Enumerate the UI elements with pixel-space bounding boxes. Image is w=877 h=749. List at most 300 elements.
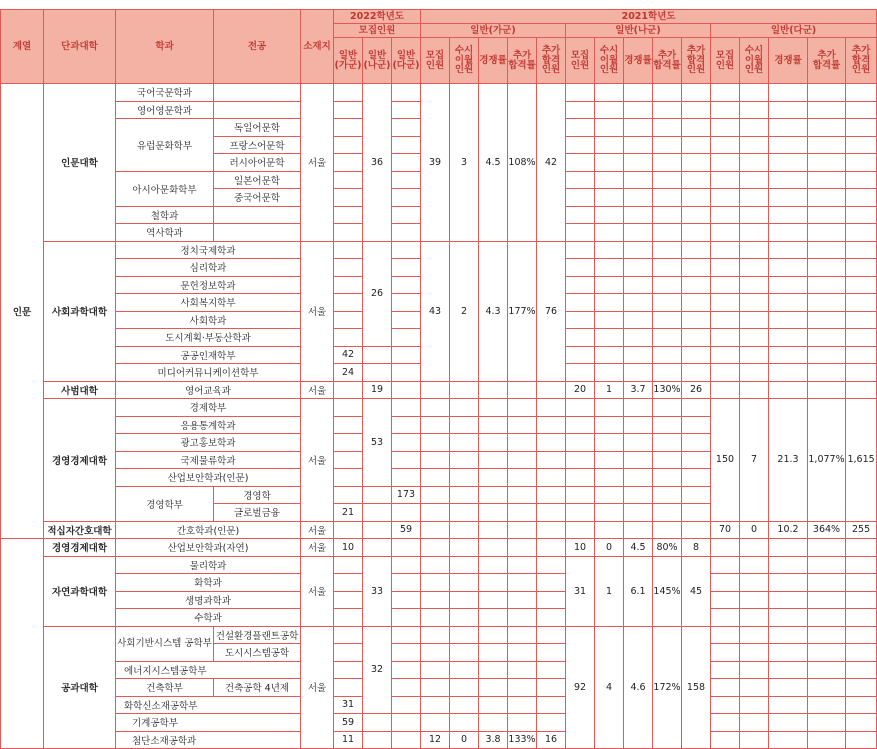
cell <box>595 434 624 452</box>
business-da: 173 <box>392 486 421 504</box>
cell <box>808 329 846 347</box>
cell <box>808 696 846 714</box>
cell-ga <box>334 381 363 399</box>
cell <box>624 486 653 504</box>
cell-da <box>392 644 421 662</box>
cell-da <box>392 206 421 224</box>
cell <box>740 276 769 294</box>
cell <box>711 294 740 312</box>
cell <box>682 101 711 119</box>
cell <box>769 206 808 224</box>
secnat-na21-add-count: 8 <box>682 539 711 557</box>
cell <box>566 451 595 469</box>
cell <box>846 294 877 312</box>
cell <box>595 346 624 364</box>
cell <box>740 136 769 154</box>
cell <box>682 504 711 522</box>
dept-engedu: 영어교육과 <box>116 381 301 399</box>
dept-adv: 광고홍보학과 <box>116 434 301 452</box>
header-da-competition: 경쟁률 <box>769 38 808 84</box>
cell <box>508 451 537 469</box>
cell <box>682 346 711 364</box>
cell-ga <box>334 521 363 539</box>
cell <box>595 364 624 382</box>
college-eng: 공과대학 <box>44 626 116 749</box>
cell <box>537 679 566 697</box>
engedu-na21-transfer: 1 <box>595 381 624 399</box>
cell <box>808 119 846 137</box>
cell <box>479 504 508 522</box>
cell <box>769 556 808 574</box>
dept-infra: 사회기반시스템 공학부 <box>116 626 214 661</box>
header-year-2021: 2021학년도 <box>421 10 877 24</box>
cell <box>537 609 566 627</box>
cell <box>566 329 595 347</box>
cell <box>537 661 566 679</box>
cell <box>846 644 877 662</box>
major-urbansys: 도시시스템공학 <box>214 644 301 662</box>
cell <box>808 626 846 644</box>
cell <box>653 521 682 539</box>
cell <box>682 154 711 172</box>
college-biz: 경영경제대학 <box>44 399 116 522</box>
cell <box>508 434 537 452</box>
cell-da <box>392 714 421 732</box>
cell-ga <box>334 469 363 487</box>
cell <box>537 504 566 522</box>
college-edu: 사범대학 <box>44 381 116 399</box>
cell <box>479 609 508 627</box>
cell <box>450 644 479 662</box>
header-ga-add-count: 추가 합격 인원 <box>537 38 566 84</box>
cell-na <box>363 486 392 504</box>
eng-na: 32 <box>363 626 392 714</box>
cell <box>566 434 595 452</box>
cell <box>624 101 653 119</box>
cell <box>653 311 682 329</box>
cell <box>740 259 769 277</box>
eng-na21-recruit: 92 <box>566 626 595 749</box>
header-ga-add-rate: 추가 합격률 <box>508 38 537 84</box>
nursing-da21-transfer: 0 <box>740 521 769 539</box>
cell <box>846 539 877 557</box>
inmun-ga-add-rate: 108% <box>508 84 537 242</box>
cell <box>808 661 846 679</box>
cell <box>740 171 769 189</box>
cell <box>421 609 450 627</box>
inmun-ga-competition: 4.5 <box>479 84 508 242</box>
cell <box>595 241 624 259</box>
cell <box>846 346 877 364</box>
cell <box>479 469 508 487</box>
nursing-da: 59 <box>392 521 421 539</box>
cell <box>682 136 711 154</box>
cell <box>711 696 740 714</box>
biz-da21-add-count: 1,615 <box>846 399 877 522</box>
cell <box>537 521 566 539</box>
cell <box>769 276 808 294</box>
cell-da <box>392 224 421 242</box>
cell <box>624 84 653 102</box>
cell <box>808 574 846 592</box>
inmun-ga-transfer: 3 <box>450 84 479 242</box>
cell <box>808 294 846 312</box>
cell <box>566 189 595 207</box>
finance-ga: 21 <box>334 504 363 522</box>
dept-logistics: 국제물류학과 <box>116 451 301 469</box>
cell <box>421 539 450 557</box>
cell <box>595 469 624 487</box>
cell <box>450 399 479 417</box>
dept-asia: 아시아문화학부 <box>116 171 214 206</box>
cell <box>566 504 595 522</box>
social-na: 26 <box>363 241 392 346</box>
cell <box>740 189 769 207</box>
cell <box>808 381 846 399</box>
cell <box>566 241 595 259</box>
dept-psych: 심리학과 <box>116 259 301 277</box>
cell <box>769 364 808 382</box>
cell-ga <box>334 556 363 574</box>
cell <box>566 364 595 382</box>
cell <box>537 574 566 592</box>
cell <box>421 591 450 609</box>
engedu-na: 19 <box>363 381 392 399</box>
cell <box>421 696 450 714</box>
cell <box>595 521 624 539</box>
cell-da <box>392 609 421 627</box>
top-margin <box>0 0 869 9</box>
cell <box>479 539 508 557</box>
cell <box>653 346 682 364</box>
dept-urban: 도시계획·부동산학과 <box>116 329 301 347</box>
cell-da <box>392 171 421 189</box>
cell <box>624 136 653 154</box>
advmat-ga21-add-count: 16 <box>537 731 566 749</box>
cell <box>653 259 682 277</box>
cell <box>508 399 537 417</box>
cell-da <box>392 556 421 574</box>
cell-ga <box>334 416 363 434</box>
cell <box>808 84 846 102</box>
cell <box>653 241 682 259</box>
cell <box>566 206 595 224</box>
cell <box>595 486 624 504</box>
cell <box>740 311 769 329</box>
cell <box>846 136 877 154</box>
header-na-add-count: 추가 합격 인원 <box>682 38 711 84</box>
biz-da21-competition: 21.3 <box>769 399 808 522</box>
cell <box>740 84 769 102</box>
cell-na <box>363 364 392 382</box>
cell <box>508 521 537 539</box>
cell-ga <box>334 311 363 329</box>
cell-na <box>363 521 392 539</box>
cell <box>479 521 508 539</box>
cell-da <box>392 731 421 749</box>
cell-ga <box>334 136 363 154</box>
cell-da <box>392 154 421 172</box>
cell <box>624 469 653 487</box>
header-sub-na: 일반 (나군) <box>363 38 392 84</box>
cell <box>421 434 450 452</box>
cell-ga <box>334 259 363 277</box>
cell <box>479 644 508 662</box>
sci-na: 33 <box>363 556 392 626</box>
cell <box>769 731 808 749</box>
location-inmun: 서울 <box>301 84 334 242</box>
cell-ga <box>334 399 363 417</box>
social-ga-add-rate: 177% <box>508 241 537 381</box>
cell <box>846 311 877 329</box>
cell-da <box>392 504 421 522</box>
cell <box>682 276 711 294</box>
cell <box>808 591 846 609</box>
cell <box>740 591 769 609</box>
cell-da <box>392 539 421 557</box>
cell <box>846 259 877 277</box>
cell <box>653 451 682 469</box>
cell-ga <box>334 626 363 644</box>
cell <box>682 171 711 189</box>
cell <box>566 119 595 137</box>
header-general-da: 일반(다군) <box>711 24 877 38</box>
cell <box>450 661 479 679</box>
header-da-add-count: 추가 합격 인원 <box>846 38 877 84</box>
biz-da21-transfer: 7 <box>740 399 769 522</box>
college-social: 사회과학대학 <box>44 241 116 381</box>
major-chinese: 중국어문학 <box>214 189 301 207</box>
cell-ga <box>334 294 363 312</box>
cell <box>682 434 711 452</box>
cell <box>566 101 595 119</box>
dept-security-nat: 산업보안학과(자연) <box>116 539 301 557</box>
cell <box>682 469 711 487</box>
cell <box>740 381 769 399</box>
cell <box>740 556 769 574</box>
nursing-da21-competition: 10.2 <box>769 521 808 539</box>
cell <box>846 171 877 189</box>
cell <box>846 661 877 679</box>
cell <box>769 644 808 662</box>
cell <box>769 626 808 644</box>
inmun-ga-add-count: 42 <box>537 84 566 242</box>
cell <box>508 661 537 679</box>
secnat-na21-competition: 4.5 <box>624 539 653 557</box>
major-japanese: 일본어문학 <box>214 171 301 189</box>
cell <box>653 486 682 504</box>
cell <box>740 626 769 644</box>
cell <box>711 171 740 189</box>
inmun-ga-recruit: 39 <box>421 84 450 242</box>
cell <box>769 294 808 312</box>
engedu-na21-add-count: 26 <box>682 381 711 399</box>
cell <box>769 84 808 102</box>
cell <box>846 119 877 137</box>
cell-da <box>392 381 421 399</box>
cell-ga <box>334 84 363 102</box>
sci-na21-recruit: 31 <box>566 556 595 626</box>
cell <box>624 154 653 172</box>
cell <box>740 609 769 627</box>
cell <box>769 154 808 172</box>
cell <box>682 451 711 469</box>
cell <box>508 486 537 504</box>
cell <box>682 329 711 347</box>
cell <box>682 119 711 137</box>
header-ga-recruit: 모집 인원 <box>421 38 450 84</box>
cell <box>711 539 740 557</box>
cell <box>595 189 624 207</box>
secnat-na21-transfer: 0 <box>595 539 624 557</box>
cell-da <box>392 311 421 329</box>
eng-na21-add-count: 158 <box>682 626 711 749</box>
header-recruit-count: 모집인원 <box>334 24 421 38</box>
cell-da <box>392 101 421 119</box>
cell <box>595 101 624 119</box>
cell <box>479 661 508 679</box>
cell <box>595 224 624 242</box>
sci-na21-transfer: 1 <box>595 556 624 626</box>
cell <box>508 539 537 557</box>
cell <box>769 381 808 399</box>
cell <box>711 731 740 749</box>
cell <box>624 171 653 189</box>
cell-ga <box>334 644 363 662</box>
cell <box>740 119 769 137</box>
cell <box>711 311 740 329</box>
cell <box>479 451 508 469</box>
cell <box>595 259 624 277</box>
cell <box>624 294 653 312</box>
cell <box>808 556 846 574</box>
cell <box>808 311 846 329</box>
cell <box>711 714 740 732</box>
cell <box>566 521 595 539</box>
cell-da <box>392 679 421 697</box>
cell <box>450 416 479 434</box>
cell <box>808 189 846 207</box>
cell <box>769 241 808 259</box>
cell <box>595 416 624 434</box>
cell <box>682 224 711 242</box>
cell <box>450 539 479 557</box>
cell <box>808 154 846 172</box>
cell <box>537 591 566 609</box>
cell <box>740 154 769 172</box>
social-ga-competition: 4.3 <box>479 241 508 381</box>
cell <box>508 696 537 714</box>
cell <box>682 521 711 539</box>
header-year-2022: 2022학년도 <box>334 10 421 24</box>
cell <box>740 731 769 749</box>
cell <box>595 154 624 172</box>
cell-ga <box>334 119 363 137</box>
cell <box>595 329 624 347</box>
major-construction: 건설환경플랜트공학 <box>214 626 301 644</box>
cell <box>769 714 808 732</box>
cell-ga <box>334 154 363 172</box>
cell <box>711 84 740 102</box>
cell <box>846 609 877 627</box>
cell <box>450 679 479 697</box>
header-na-add-rate: 추가 합격률 <box>653 38 682 84</box>
cell <box>653 224 682 242</box>
header-da-transfer: 수시 이월 인원 <box>740 38 769 84</box>
cell-ga <box>334 679 363 697</box>
cell <box>508 644 537 662</box>
cell <box>450 504 479 522</box>
cell <box>653 329 682 347</box>
cell <box>769 574 808 592</box>
cell <box>479 626 508 644</box>
cell <box>450 486 479 504</box>
cell <box>653 84 682 102</box>
cell <box>566 276 595 294</box>
cell <box>808 609 846 627</box>
cell <box>653 399 682 417</box>
cell <box>595 119 624 137</box>
cell-ga <box>334 206 363 224</box>
header-sub-ga: 일반 (가군) <box>334 38 363 84</box>
dept-euro: 유럽문화학부 <box>116 119 214 172</box>
cell <box>537 451 566 469</box>
cell <box>808 259 846 277</box>
cell-da <box>392 294 421 312</box>
major-empty <box>214 101 301 119</box>
secnat-na21-recruit: 10 <box>566 539 595 557</box>
cell <box>653 206 682 224</box>
cell <box>682 416 711 434</box>
biz-da21-recruit: 150 <box>711 399 740 522</box>
cell <box>653 276 682 294</box>
public-ga: 42 <box>334 346 363 364</box>
major-french: 프랑스어문학 <box>214 136 301 154</box>
cell <box>740 101 769 119</box>
cell <box>711 154 740 172</box>
cell <box>740 206 769 224</box>
header-na-competition: 경쟁률 <box>624 38 653 84</box>
cell <box>711 136 740 154</box>
cell <box>711 381 740 399</box>
cell <box>537 399 566 417</box>
media-ga: 24 <box>334 364 363 382</box>
cell <box>653 504 682 522</box>
nursing-da21-add-rate: 364% <box>808 521 846 539</box>
cell-da <box>392 626 421 644</box>
admission-table <box>0 9 877 749</box>
cell <box>846 364 877 382</box>
cell <box>682 259 711 277</box>
cell <box>479 556 508 574</box>
location-secnat: 서울 <box>301 539 334 557</box>
cell <box>711 206 740 224</box>
cell <box>711 329 740 347</box>
cell <box>653 469 682 487</box>
cell <box>421 521 450 539</box>
header-ga-transfer: 수시 이월 인원 <box>450 38 479 84</box>
cell <box>595 399 624 417</box>
cell <box>769 539 808 557</box>
social-ga-transfer: 2 <box>450 241 479 381</box>
cell <box>808 364 846 382</box>
engedu-na21-recruit: 20 <box>566 381 595 399</box>
header-ga-competition: 경쟁률 <box>479 38 508 84</box>
cell <box>450 609 479 627</box>
cell <box>769 259 808 277</box>
cell <box>537 539 566 557</box>
chemmat-ga: 31 <box>334 696 363 714</box>
